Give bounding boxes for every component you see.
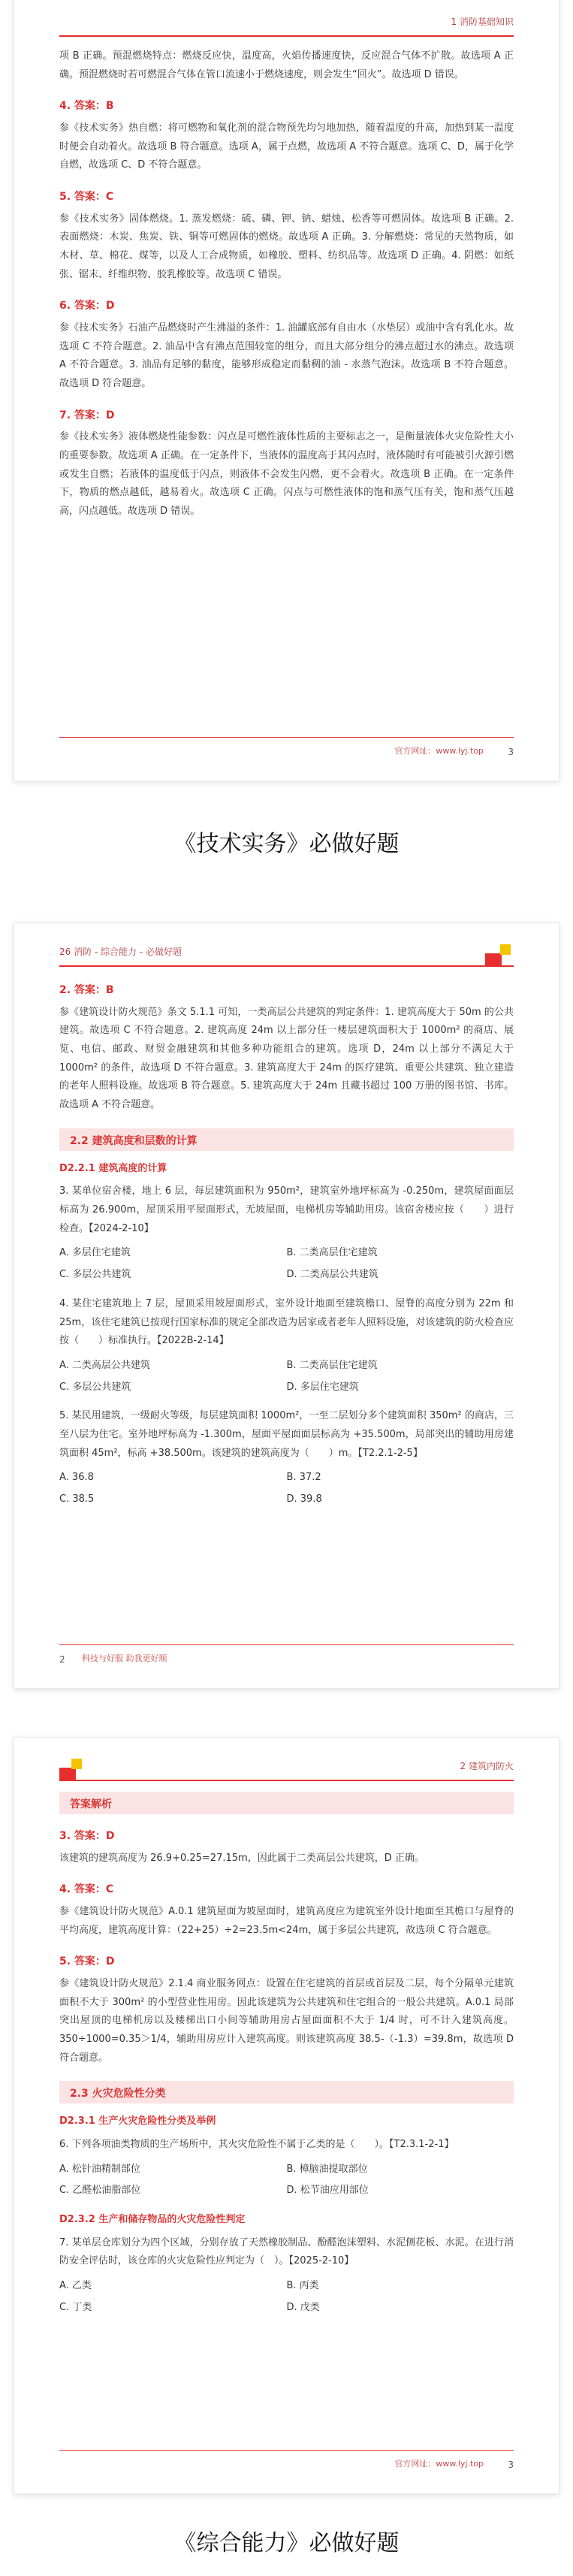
subsection-title: D2.3.2 生产和储存物品的火灾危险性判定 bbox=[59, 2214, 246, 2226]
option: A. 二类高层公共建筑 bbox=[59, 1359, 150, 1371]
page-body bbox=[59, 977, 514, 1520]
option: D. 二类高层公共建筑 bbox=[286, 1269, 378, 1281]
question-text: 7. 某单层仓库划分为四个区域，分别存放了天然橡胶制品、酚醛泡沫塑料、水泥侧花板、水泥。在进行消防安全评估时，该仓库的火灾危险性应判定为（ ）。【2025-2-10】 bbox=[59, 2236, 514, 2267]
page-header bbox=[59, 0, 514, 37]
header-title: 2 建筑内防火 bbox=[460, 1761, 514, 1772]
answer-text: 参《技术实务》石油产品燃烧时产生沸溢的条件：1. 油罐底部有自由水（水垫层）或油中含有乳化水。故选项 C 不符合题意。2. 油品中含有沸点范围较宽的组分，而且大部分组分的沸点超过水的沸点。故选项 A 不符合题意。3. 油品有足够的黏度，能够形成稳定而黏稠的油 - 水蒸气泡沫。故选项 B 不符合题意。故选项 D 符合题意。 bbox=[59, 322, 514, 390]
answer-text: 参《建筑设计防火规范》条文 5.1.1 可知，一类高层公共建筑的判定条件：1. 建筑高度大于 50m 的公共建筑。故选项 C 不符合题意。2. 建筑高度 24m 以上部分任一楼层建筑面积大于 1000m² 的商店、展览、电信、邮政、财贸金融建筑和其他多种功能组合的建筑。选项 D，24m 以上部分不满足大于 1000m² 的条件，故选项 D 不符合题意。3. 建筑高度大于 24m 的医疗建筑、重要公共建筑、独立建造的老年人照料设施。故选项 B 符合题意。5. 建筑高度大于 24m 且藏书超过 100 万册的图书馆、书库。故选项 A 不符合题意。 bbox=[59, 1006, 514, 1111]
answer-title: 3. 答案：D bbox=[59, 1830, 115, 1842]
answer-text: 参《建筑设计防火规范》2.1.4 商业服务网点：设置在住宅建筑的首层或首层及二层，每个分隔单元建筑面积不大于 300m² 的小型营业性用房。因此该建筑为公共建筑和住宅组合的一般公共建筑。A.0.1 局部突出屋顶的电梯机房以及楼梯出口小间等辅助用房占屋面面积不大于 1/4 时，可不计入建筑高度。350÷1000=0.35＞1/4，辅助用房应计入建筑高度。则该建筑高度 38.5-（-1.3）=39.8m，故选项 D 符合题意。 bbox=[59, 1977, 514, 2064]
answer-title: 4. 答案：B bbox=[59, 100, 114, 113]
subsection-title: D2.3.1 生产火灾危险性分类及举例 bbox=[59, 2115, 216, 2128]
page-number: 2 bbox=[59, 1654, 65, 1665]
option: B. 丙类 bbox=[286, 2280, 319, 2292]
document-page-3 bbox=[14, 1737, 559, 2494]
answer-text: 参《建筑设计防火规范》A.0.1 建筑屋面为坡屋面时，建筑高度应为建筑室外设计地面至其檐口与屋脊的平均高度，建筑高度计算：（22+25）÷2=23.5m<24m，属于多层公共建筑，故选项 C 符合题意。 bbox=[59, 1905, 514, 1936]
answer-text: 参《技术实务》液体燃烧性能参数：闪点是可燃性液体性质的主要标志之一，是衡量液体火灾危险性大小的重要参数。故选项 A 正确。在一定条件下，当液体的温度高于其闪点时，液体随时有可能被引火源引燃或发生自燃；若液体的温度低于闪点，则液体不会发生闪燃，更不会着火。故选项 B 正确。在一定条件下，物质的燃点越低，越易着火。故选项 C 正确。闪点与可燃性液体的饱和蒸气压有关，饱和蒸气压越高，闪点越低。故选项 D 错误。 bbox=[59, 431, 514, 518]
option: D. 多层住宅建筑 bbox=[286, 1381, 359, 1393]
page-body bbox=[59, 47, 514, 527]
option: B. 二类高层住宅建筑 bbox=[286, 1247, 378, 1259]
page-number: 3 bbox=[508, 747, 514, 757]
caption-technical-practice: 《技术实务》必做好题 bbox=[173, 831, 400, 857]
question-options bbox=[59, 2277, 514, 2317]
option: C. 38.5 bbox=[59, 1493, 95, 1505]
header-red-block bbox=[59, 1768, 76, 1781]
page-body bbox=[59, 1792, 514, 2327]
header-yellow-block bbox=[71, 1759, 82, 1769]
question-options bbox=[59, 1357, 514, 1397]
option: B. 37.2 bbox=[286, 1472, 321, 1484]
option: A. 松针油精制部位 bbox=[59, 2163, 140, 2175]
option: D. 39.8 bbox=[286, 1493, 322, 1505]
header-red-block bbox=[485, 953, 502, 967]
footer-slogan: 科技与好服 助我更好顺 bbox=[82, 1653, 167, 1663]
page-header bbox=[59, 923, 514, 967]
header-title: 1 消防基础知识 bbox=[451, 17, 514, 28]
answer-title: 5. 答案：D bbox=[59, 1955, 115, 1968]
header-title: 26 消防 - 综合能力 - 必做好题 bbox=[59, 947, 182, 958]
option: C. 多层公共建筑 bbox=[59, 1269, 131, 1281]
page-footer bbox=[59, 737, 514, 758]
header-yellow-block bbox=[500, 944, 511, 955]
question-text: 5. 某民用建筑，一级耐火等级，每层建筑面积 1000m²，一至二层划分多个建筑面积 350m² 的商店，三至八层为住宅。室外地坪标高为 -1.300m，屋面平屋面面层标高为 +35.500m，局部突出的辅助用房建筑面积 45m²，标高 +38.500m。该建筑的建筑高度为（ ）m。【T2.2.1-2-5】 bbox=[59, 1410, 514, 1459]
option: A. 36.8 bbox=[59, 1472, 94, 1484]
caption-comprehensive-ability: 《综合能力》必做好题 bbox=[173, 2530, 400, 2556]
page-number: 3 bbox=[508, 2460, 514, 2470]
question-text: 6. 下列各项油类物质的生产场所中，其火灾危险性不属于乙类的是（ ）。【T2.3.1-2-1】 bbox=[59, 2138, 454, 2150]
question-options bbox=[59, 1244, 514, 1284]
answer-text: 参《技术实务》固体燃烧。1. 蒸发燃烧：硫、磷、钾、钠、蜡烛、松香等可燃固体。故选项 B 正确。2. 表面燃烧：木炭、焦炭、铁、铜等可燃固体的燃烧。故选项 A 正确。3. 分解燃烧：常见的天然物质，如木材、草、棉花、煤等，以及人工合成物质，如橡胶、塑料、纺织品等。故选项 D 正确。4. 阴燃：如纸张、锯末、纤维织物、胶乳橡胶等。故选项 C 错误。 bbox=[59, 213, 514, 280]
option: B. 樟脑油提取部位 bbox=[286, 2163, 368, 2175]
answer-title: 7. 答案：D bbox=[59, 409, 115, 421]
page-footer bbox=[59, 2450, 514, 2471]
option: C. 丁类 bbox=[59, 2301, 92, 2313]
option: A. 乙类 bbox=[59, 2280, 92, 2292]
footer-website: 官方网址：www.lyj.top bbox=[394, 746, 484, 756]
section-answers-title: 答案解析 bbox=[59, 1792, 514, 1814]
option: D. 戊类 bbox=[286, 2301, 320, 2313]
answer-title: 2. 答案：B bbox=[59, 984, 114, 996]
option: C. 多层公共建筑 bbox=[59, 1381, 131, 1393]
option: D. 松节油应用部位 bbox=[286, 2185, 369, 2197]
section-title: 2.3 火灾危险性分类 bbox=[59, 2081, 514, 2103]
paragraph: 项 B 正确。预混燃烧特点：燃烧反应快，温度高，火焰传播速度快，反应混合气体不扩散。故选项 A 正确。预混燃烧时若可燃混合气体在管口流速小于燃烧速度，则会发生“回火”。故选项 D 错误。 bbox=[59, 50, 514, 80]
question-options bbox=[59, 1469, 514, 1508]
document-page-2 bbox=[14, 923, 559, 1689]
question-text: 4. 某住宅建筑地上 7 层，屋顶采用坡屋面形式，室外设计地面至建筑檐口、屋脊的高度分别为 22m 和 25m，该住宅建筑已按现行国家标准的规定全部改造为居家或者老年人照料设施，对该建筑的防火检查应按（ ）标准执行。【2022B-2-14】 bbox=[59, 1297, 514, 1347]
question-options bbox=[59, 2161, 514, 2200]
answer-title: 6. 答案：D bbox=[59, 300, 115, 313]
footer-website: 官方网址：www.lyj.top bbox=[394, 2459, 484, 2469]
answer-text: 该建筑的建筑高度为 26.9+0.25=27.15m，因此属于二类高层公共建筑，D 正确。 bbox=[59, 1852, 424, 1864]
question-text: 3. 某单位宿舍楼，地上 6 层，每层建筑面积为 950m²，建筑室外地坪标高为 -0.250m，建筑屋面面层标高为 26.900m，屋顶采用平屋面形式，无坡屋面，电梯机房等辅助用房。该宿舍楼应按（ ）进行检查。【2024-2-10】 bbox=[59, 1185, 514, 1234]
answer-text: 参《技术实务》热自燃：将可燃物和氧化剂的混合物预先均匀地加热，随着温度的升高，加热到某一温度时便会自动着火。故选项 B 符合题意。选项 A，属于点燃，故选项 A 不符合题意。选项 C、D，属于化学自燃，故选项 C、D 不符合题意。 bbox=[59, 122, 514, 171]
document-page-1 bbox=[14, 0, 559, 781]
answer-title: 5. 答案：C bbox=[59, 191, 114, 204]
page-header bbox=[59, 1738, 514, 1781]
page-footer bbox=[59, 1644, 514, 1665]
answer-title: 4. 答案：C bbox=[59, 1883, 114, 1896]
section-title: 2.2 建筑高度和层数的计算 bbox=[59, 1128, 514, 1151]
option: C. 乙醛松油脂部位 bbox=[59, 2185, 141, 2197]
option: B. 二类高层住宅建筑 bbox=[286, 1359, 378, 1371]
option: A. 多层住宅建筑 bbox=[59, 1247, 131, 1259]
subsection-title: D2.2.1 建筑高度的计算 bbox=[59, 1162, 167, 1174]
